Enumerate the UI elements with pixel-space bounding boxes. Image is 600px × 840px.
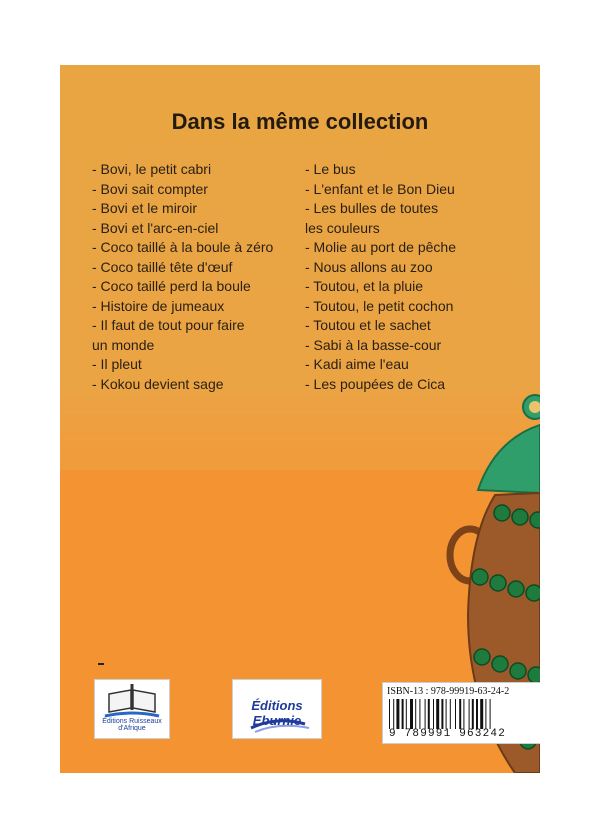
barcode-bar — [485, 699, 486, 729]
list-item: - Bovi et l'arc-en-ciel — [92, 219, 219, 236]
barcode-bar — [406, 699, 407, 729]
publisher-logo-eburnie — [232, 679, 322, 739]
barcode-bar — [480, 699, 483, 729]
list-item: - Les bulles de toutes les couleurs — [305, 200, 439, 236]
pot-lid — [478, 425, 540, 493]
list-item: - Coco taillé tête d'œuf — [92, 258, 233, 275]
list-item: - Toutou et le sachet — [305, 317, 431, 333]
list-item: - Bovi et le miroir — [92, 200, 198, 216]
barcode — [389, 699, 535, 729]
list-item: - L'enfant et le Bon Dieu — [305, 180, 455, 197]
open-book-icon — [95, 682, 169, 722]
barcode-bar — [393, 699, 394, 729]
list-item: - Le bus — [305, 161, 356, 177]
barcode-bar — [410, 699, 413, 729]
list-item: - Bovi sait compter — [92, 180, 208, 197]
barcode-bar — [455, 699, 456, 729]
collection-title: Dans la même collection — [171, 109, 429, 134]
back-cover — [60, 65, 540, 773]
barcode-bar — [415, 699, 416, 729]
list-item: - Il pleut — [92, 356, 142, 372]
barcode-bar — [459, 699, 461, 729]
list-item: - Kokou devient sage — [92, 375, 224, 392]
barcode-bar — [428, 699, 430, 729]
logo-caption: Éditions Ruisseaux d'Afrique — [102, 718, 162, 732]
barcode-bar — [419, 699, 420, 729]
list-item: - Coco taillé perd la boule — [92, 278, 251, 294]
barcode-bar — [472, 699, 474, 729]
barcode-bar — [490, 699, 491, 729]
barcode-bar — [389, 699, 390, 729]
barcode-bar — [436, 699, 439, 729]
title-list-right — [305, 160, 525, 394]
isbn-barcode-box — [382, 682, 540, 744]
list-item: - Sabi à la basse-cour — [305, 336, 442, 353]
list-item: - Histoire de jumeaux — [92, 297, 225, 314]
logo-brand-name: Éditions Eburnie — [251, 698, 303, 728]
list-item: - Kadi aime l'eau — [305, 356, 409, 372]
list-item: - Les poupées de Cica — [305, 375, 446, 392]
list-item: - Nous allons au zoo — [305, 258, 433, 275]
list-item: - Coco taillé à la boule à zéro — [92, 239, 274, 255]
list-item: - Toutou, et la pluie — [305, 278, 424, 294]
list-item: - Molie au port de pêche — [305, 239, 456, 255]
barcode-bar — [433, 699, 434, 729]
title-list-left — [92, 160, 312, 394]
barcode-bar — [463, 699, 464, 729]
publisher-logo-ruisseaux — [94, 679, 170, 739]
barcode-bar — [425, 699, 426, 729]
barcode-bar — [450, 699, 451, 729]
barcode-bar — [476, 699, 478, 729]
barcode-bar — [469, 699, 470, 729]
barcode-bar — [396, 699, 399, 729]
isbn-label: ISBN-13 : 978-99919-63-24-2 — [387, 686, 510, 697]
barcode-bar — [402, 699, 404, 729]
list-item: - Bovi, le petit cabri — [92, 161, 212, 177]
isbn-digits: 9 789991 963242 — [389, 728, 507, 740]
barcode-bar — [441, 699, 443, 729]
barcode-bar — [446, 699, 447, 729]
list-item: - Il faut de tout pour faire un monde — [92, 317, 245, 353]
decorative-dash — [98, 663, 104, 665]
list-item: - Toutou, le petit cochon — [305, 297, 454, 314]
